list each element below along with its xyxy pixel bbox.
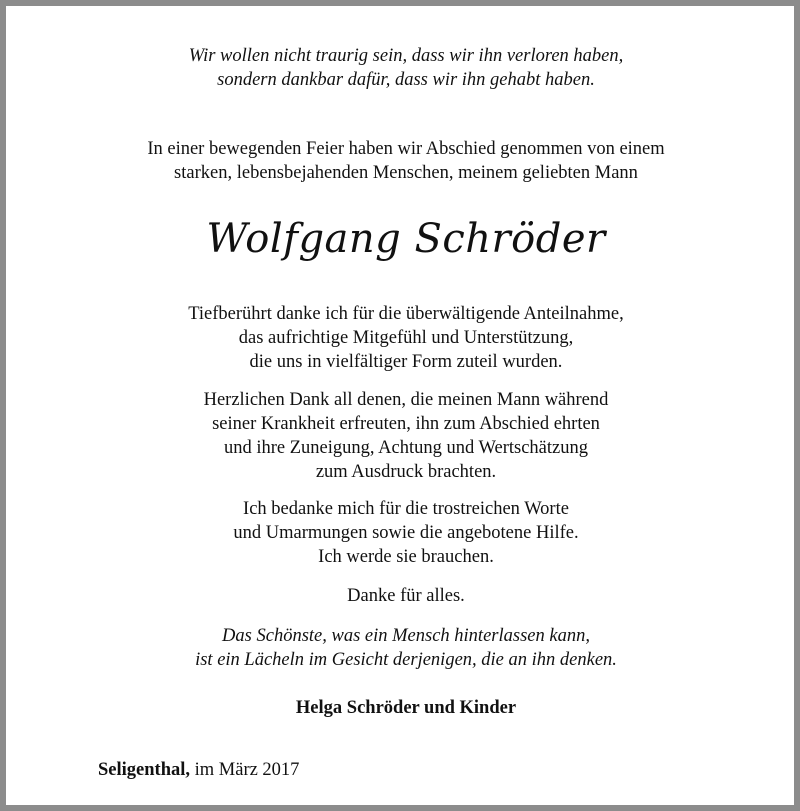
thanks-line — [6, 584, 800, 608]
opening-quote — [6, 44, 800, 92]
thanks-text: Danke für alles. — [347, 586, 465, 606]
closing-quote-line: ist ein Lächeln im Gesicht derjenigen, die an ihn denken. — [195, 650, 617, 670]
deceased-name: Wolfgang Schröder — [206, 216, 606, 262]
paragraph-line: Ich bedanke mich für die trostreichen Worte — [243, 499, 569, 519]
place: Seligenthal, — [98, 760, 190, 780]
intro-line: In einer bewegenden Feier haben wir Abschied genommen von einem — [147, 139, 665, 159]
intro-text — [6, 137, 800, 185]
date: im März 2017 — [190, 760, 300, 780]
paragraph-line: Herzlichen Dank all denen, die meinen Mann während — [203, 390, 609, 410]
paragraph-line: und Umarmungen sowie die angebotene Hilfe. — [233, 523, 579, 543]
signature: Helga Schröder und Kinder — [295, 698, 517, 718]
closing-quote — [6, 624, 800, 672]
paragraph-line: Ich werde sie brauchen. — [318, 547, 494, 567]
paragraph-line: das aufrichtige Mitgefühl und Unterstützung, — [238, 328, 574, 348]
place-date — [98, 758, 299, 782]
thanks-paragraph-1 — [6, 302, 800, 374]
thanks-paragraph-2 — [6, 388, 800, 484]
paragraph-line: und ihre Zuneigung, Achtung und Wertschätzung — [224, 438, 588, 458]
opening-quote-line: Wir wollen nicht traurig sein, dass wir ihn verloren haben, — [188, 46, 624, 66]
closing-quote-line: Das Schönste, was ein Mensch hinterlassen kann, — [222, 626, 590, 646]
opening-quote-line: sondern dankbar dafür, dass wir ihn gehabt haben. — [217, 70, 595, 90]
paragraph-line: seiner Krankheit erfreuten, ihn zum Abschied ehrten — [212, 414, 600, 434]
thanks-paragraph-3 — [6, 497, 800, 569]
paragraph-line: Tiefberührt danke ich für die überwältigende Anteilnahme, — [188, 304, 624, 324]
paragraph-line: zum Ausdruck brachten. — [315, 462, 497, 482]
intro-line: starken, lebensbejahenden Menschen, meinem geliebten Mann — [174, 163, 638, 183]
paragraph-line: die uns in vielfältiger Form zuteil wurden. — [249, 352, 563, 372]
